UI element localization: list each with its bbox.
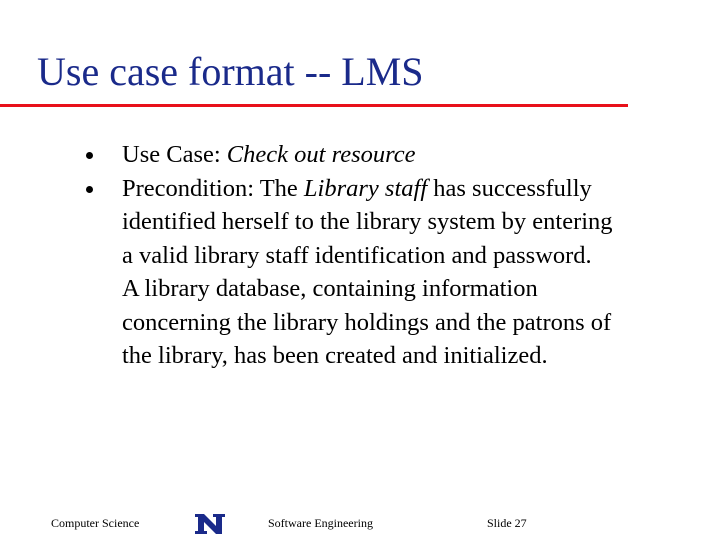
text: Precondition: The: [122, 174, 304, 202]
bullet-text-line: [122, 172, 592, 205]
bullet-text-line: [122, 205, 613, 238]
bullet-dot-icon: [86, 152, 93, 159]
footer-center: Software Engineering: [268, 516, 373, 530]
text: a valid library staff identification and password.: [122, 241, 592, 269]
italic-text: Library staff: [303, 174, 428, 202]
bullet-text-line: [122, 306, 611, 339]
slide-number: Slide 27: [487, 516, 527, 530]
italic-text: Check out resource: [226, 141, 416, 168]
text: A library database, containing information: [122, 275, 538, 302]
bullet-text-line: [122, 138, 415, 171]
bullet-text-line: [122, 339, 548, 372]
text: the library, has been created and initialized.: [122, 342, 548, 369]
slide-title: Use case format -- LMS: [37, 49, 424, 94]
text: Use Case:: [122, 141, 227, 168]
bullet-text-line: [122, 272, 538, 305]
n-logo-icon: [193, 513, 227, 535]
bullet-dot-icon: [86, 186, 93, 193]
title-underline: [0, 104, 628, 107]
bullet-text-line: [122, 239, 592, 272]
text: has successfully: [427, 174, 592, 202]
text: identified herself to the library system by entering: [122, 208, 613, 235]
footer-left: Computer Science: [51, 516, 140, 530]
text: concerning the library holdings and the patrons of: [122, 308, 612, 336]
